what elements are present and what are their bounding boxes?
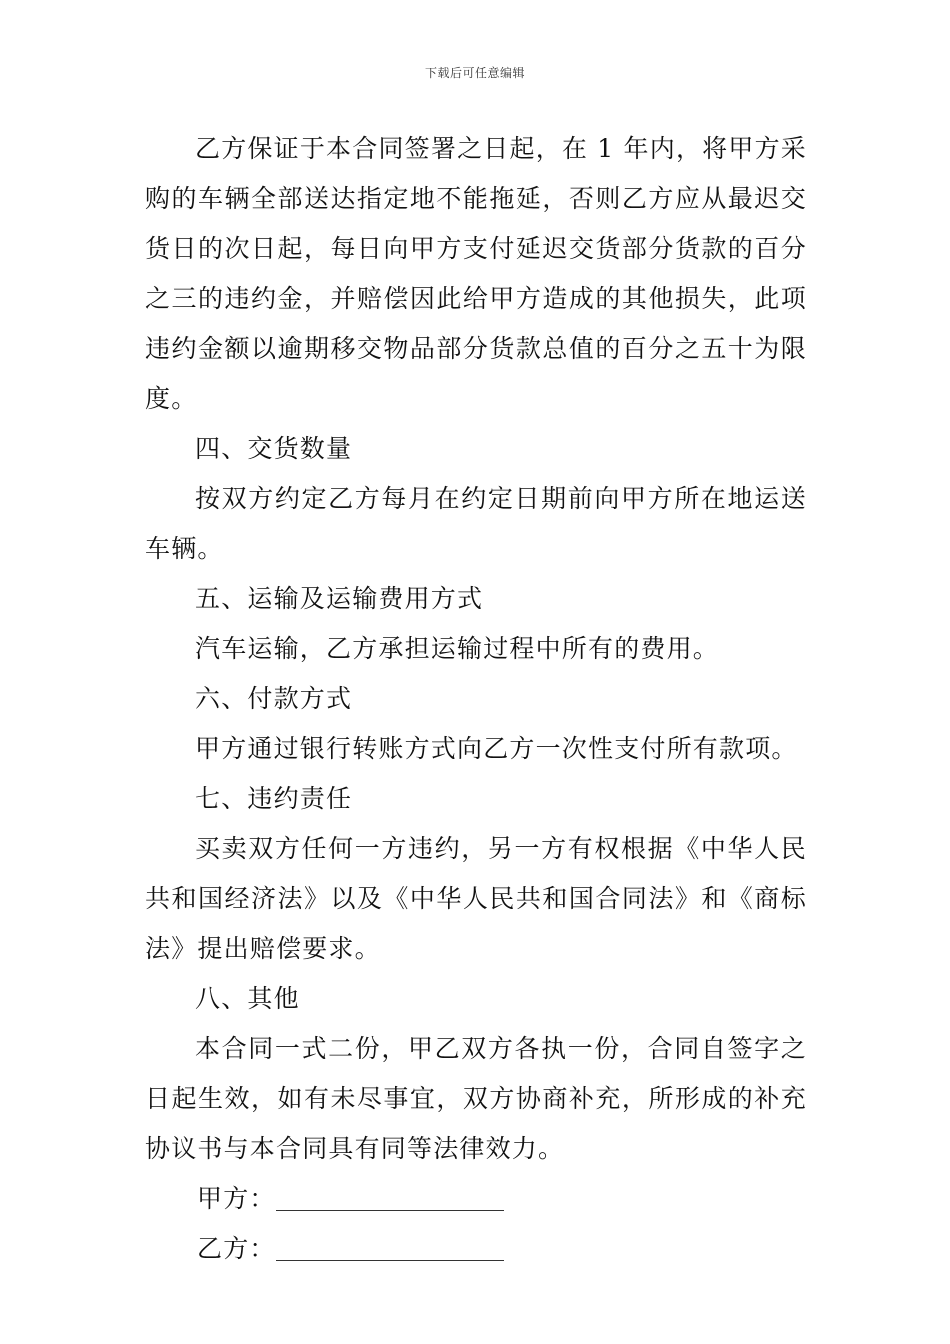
header-note: 下载后可任意编辑 <box>424 66 525 80</box>
clause-payment: 甲方通过银行转账方式向乙方一次性支付所有款项。 <box>195 734 798 763</box>
clause-other: 本合同一式二份，甲乙双方各执一份，合同自签字之日起生效，如有未尽事宜，双方协商补充，所形成的补充协议书与本合同具有同等法律效力。 <box>145 1034 807 1163</box>
signature-party-b <box>145 1224 807 1274</box>
heading-liability: 七、违约责任 <box>195 784 353 813</box>
clause-delivery-quantity: 按双方约定乙方每月在约定日期前向甲方所在地运送车辆。 <box>145 484 807 563</box>
party-b-label: 乙方： <box>197 1234 276 1263</box>
clause-liability: 买卖双方任何一方违约，另一方有权根据《中华人民共和国经济法》以及《中华人民共和国合同法》和《商标法》提出赔偿要求。 <box>145 834 807 963</box>
heading-other: 八、其他 <box>195 984 300 1013</box>
heading-payment: 六、付款方式 <box>195 684 353 713</box>
heading-delivery-quantity: 四、交货数量 <box>195 434 353 463</box>
clause-transport: 汽车运输，乙方承担运输过程中所有的费用。 <box>195 634 720 663</box>
clause-delivery-guarantee: 乙方保证于本合同签署之日起，在 1 年内，将甲方采购的车辆全部送达指定地不能拖延，否则乙方应从最迟交货日的次日起，每日向甲方支付延迟交货部分货款的百分之三的违约金，并赔偿因此给甲方造成的其他损失，此项违约金额以逾期移交物品部分货款总值的百分之五十为限度。 <box>145 134 807 413</box>
heading-transport: 五、运输及运输费用方式 <box>195 584 484 613</box>
contract-body <box>145 124 807 1274</box>
party-a-label: 甲方： <box>197 1184 276 1213</box>
party-b-signature-blank <box>276 1236 504 1261</box>
party-a-signature-blank <box>276 1186 504 1211</box>
signature-party-a <box>145 1174 807 1224</box>
